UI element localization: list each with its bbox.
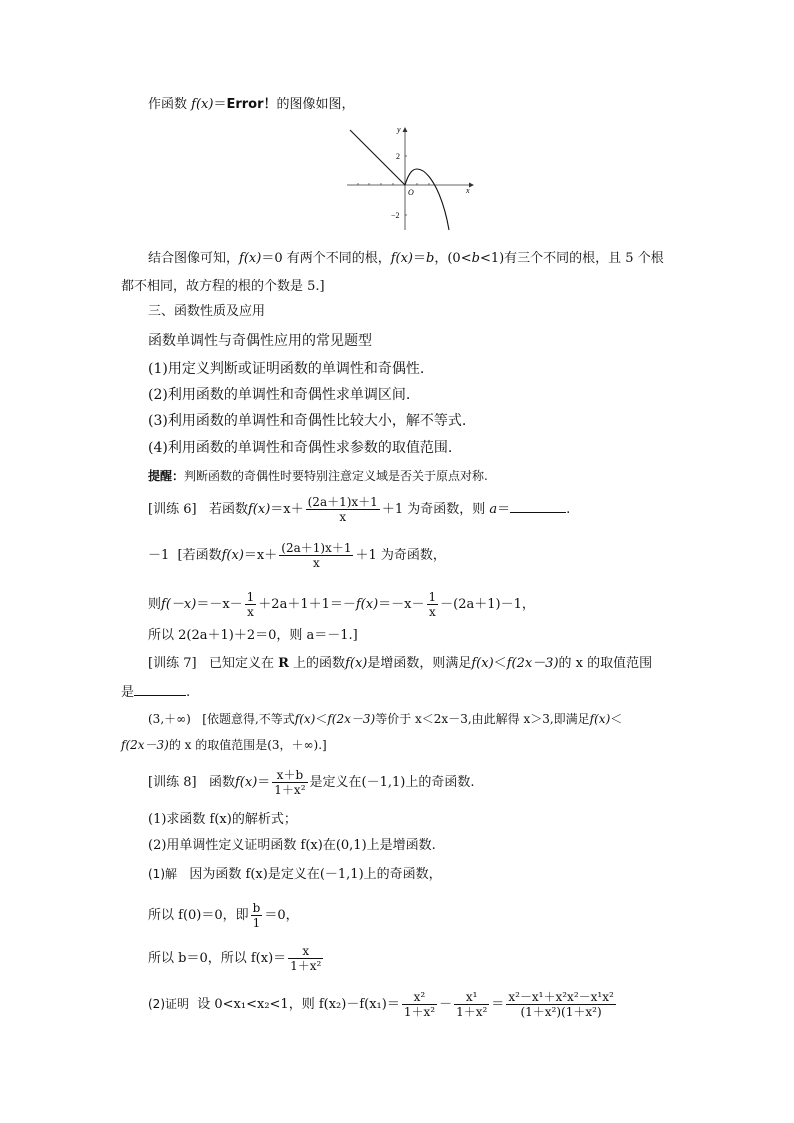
solution-tag: (2)证明: [148, 997, 189, 1011]
less-than: ＜: [610, 712, 623, 726]
fraction: [506, 990, 615, 1019]
equation-part: ＝x＋: [243, 548, 278, 563]
fraction-denominator: x: [312, 556, 320, 570]
fraction-denominator: x: [339, 510, 347, 524]
conclusion-text-d: ，(0<: [434, 251, 472, 266]
conclusion-text-e: <1)有三个不同的根，且 5 个根: [479, 251, 664, 266]
function-fx: f(x): [247, 502, 271, 517]
question-text: ＋1 为奇函数，则: [381, 502, 490, 517]
function-fx: f(x): [355, 597, 379, 612]
right-branch-curve: [405, 169, 449, 230]
fraction-denominator: 1＋x²: [290, 959, 322, 973]
fraction-denominator: x: [247, 605, 254, 619]
training-8-solution-1: [148, 866, 442, 883]
fraction-numerator: x²－x¹＋x²x²－x¹x²: [508, 990, 614, 1004]
fraction: [279, 541, 353, 570]
solution-tag: (1)解: [148, 867, 177, 881]
question-text: 函数: [208, 775, 235, 790]
function-fx: f(x): [191, 97, 214, 112]
training-8-solution-2: [148, 901, 299, 930]
training-6-solution-line-2: [148, 590, 535, 619]
conclusion-text-b: ＝0 有两个不同的根，: [261, 251, 391, 266]
solution-text: 的 x 的取值范围是(3，＋∞).]: [168, 738, 327, 752]
tip-line: [148, 468, 488, 484]
function-fx: f(x): [390, 251, 414, 266]
question-text: 若函数: [208, 502, 248, 517]
fraction: [427, 590, 439, 619]
function-f-2x-3: f(2x－3): [121, 738, 169, 752]
solution-text: 设 0<x₁<x₂<1，则 f(x₂)－f(x₁)＝: [197, 997, 400, 1012]
list-item: (2)利用函数的单调性和奇偶性求单调区间.: [148, 387, 411, 403]
fraction-numerator: x¹: [454, 990, 489, 1005]
solution-text: [依题意得,不等式: [202, 712, 295, 726]
origin-label: O: [408, 188, 414, 197]
question-text: 的 x 的取值范围: [558, 656, 653, 671]
question-text: 是定义在(－1,1)上的奇函数.: [309, 775, 475, 790]
variable-b: b: [471, 251, 480, 266]
training-8-question: [148, 768, 474, 797]
function-fx: f(x): [589, 712, 611, 726]
real-set-R: R: [278, 656, 289, 671]
error-text: Error！: [226, 97, 277, 112]
training-tag: [训练 6]: [148, 502, 197, 517]
solution-text: 所以 f(0)＝0，即: [148, 908, 249, 923]
less-than: ＜: [493, 656, 507, 671]
equals-sign: ＝: [491, 997, 505, 1012]
section-heading: 三、函数性质及应用: [148, 304, 266, 319]
conclusion-text-a: 结合图像可知，: [148, 251, 240, 266]
training-7-question-line-2: 是 .: [121, 685, 191, 700]
y-axis-arrow: [403, 127, 408, 132]
tick-label-neg2: −2: [391, 211, 400, 220]
conclusion-line-2: 都不相同，故方程的根的个数是 5.]: [121, 279, 325, 294]
solution-text: ＋1 为奇函数，: [355, 548, 446, 563]
fraction: [251, 901, 263, 930]
equation-part: －(2a＋1)－1，: [440, 597, 535, 612]
fraction-numerator: (2a＋1)x＋1: [307, 495, 378, 509]
function-f-2x-3: f(2x－3): [506, 656, 559, 671]
fraction-denominator: 1＋x²: [274, 783, 306, 797]
training-tag: [训练 7]: [148, 656, 197, 671]
fraction-denominator: 1: [252, 916, 261, 930]
fraction-denominator: x: [428, 605, 436, 619]
solution-text: 则: [148, 597, 162, 612]
fraction-numerator: x＋b: [272, 768, 307, 783]
list-item: (3)利用函数的单调性和奇偶性比较大小，解不等式.: [148, 413, 467, 429]
minus-sign: －: [439, 997, 453, 1012]
equation-part: ＝－x－: [196, 597, 243, 612]
answer-blank: [510, 500, 566, 513]
equals-sign: ＝: [213, 97, 227, 112]
training-7-solution-line-2: [121, 737, 327, 753]
intro-line: [148, 97, 355, 113]
training-6-solution: [148, 541, 446, 570]
question-text: 是: [121, 685, 135, 700]
fraction: [272, 768, 307, 797]
answer-value: －1: [148, 548, 170, 563]
conclusion-text-c: ＝: [413, 251, 427, 266]
y-label: y: [397, 125, 401, 134]
fraction-denominator: 1＋x²: [403, 1005, 436, 1019]
less-than: ＜: [315, 712, 328, 726]
equals-sign: ＝: [257, 775, 271, 790]
training-8-q1: (1)求函数 f(x)的解析式；: [148, 812, 297, 827]
solution-text: 所以 b＝0，所以 f(x)＝: [148, 951, 287, 966]
solution-text: ＝0，: [264, 908, 299, 923]
intro-text: 作函数: [148, 97, 192, 112]
function-graph: [345, 122, 475, 232]
period: .: [566, 502, 571, 517]
answer-value: (3,＋∞): [148, 712, 191, 726]
answer-blank: [134, 683, 186, 696]
solution-text: [若函数: [177, 548, 222, 563]
training-8-q2: (2)用单调性定义证明函数 f(x)在(0,1)上是增函数.: [148, 838, 436, 853]
function-fx: f(x): [239, 251, 262, 266]
fraction: [454, 990, 489, 1019]
training-8-solution-4: [148, 990, 618, 1019]
fraction-numerator: 1: [428, 590, 437, 604]
common-types-heading: 函数单调性与奇偶性应用的常见题型: [148, 333, 372, 349]
training-7-question: [148, 656, 652, 672]
conclusion-line-1: [148, 251, 664, 267]
question-text: 已知定义在: [208, 656, 279, 671]
variable-a: a: [489, 502, 498, 517]
function-f-2x-3: f(2x－3): [327, 712, 376, 726]
fraction: [288, 944, 323, 973]
function-fx: f(x): [471, 656, 494, 671]
function-fx: f(x): [345, 656, 368, 671]
equation-part: ＋2a＋1＋1＝－: [258, 597, 356, 612]
x-label: x: [466, 186, 470, 195]
variable-b: b: [426, 251, 435, 266]
fraction: [245, 590, 257, 619]
training-6-question: [148, 495, 570, 524]
fraction: [402, 990, 437, 1019]
fraction-denominator: (1＋x²)(1＋x²): [520, 1005, 602, 1019]
fraction: [306, 495, 380, 524]
equation-part: ＝－x－: [378, 597, 425, 612]
training-8-solution-3: [148, 944, 325, 973]
x-axis-arrow: [469, 183, 474, 188]
solution-text: 因为函数 f(x)是定义在(－1,1)上的奇函数，: [189, 867, 442, 882]
tick-label-2: 2: [396, 152, 400, 161]
equals-sign: ＝: [497, 502, 511, 517]
function-fx: f(x): [234, 775, 258, 790]
function-f-neg-x: f(－x): [161, 597, 197, 612]
fraction-numerator: 1: [246, 590, 255, 604]
fraction-numerator: x: [288, 944, 323, 959]
training-7-solution: [148, 711, 622, 727]
tip-label: 提醒：: [148, 469, 185, 483]
tip-text: 判断函数的奇偶性时要特别注意定义域是否关于原点对称.: [184, 469, 488, 483]
equation-part: ＝x＋: [270, 502, 304, 517]
function-fx: f(x): [294, 712, 316, 726]
fraction-numerator: (2a＋1)x＋1: [281, 541, 352, 555]
training-tag: [训练 8]: [148, 775, 197, 790]
intro-suffix: 的图像如图，: [276, 97, 355, 112]
fraction-numerator: x²: [402, 990, 437, 1005]
solution-text: 等价于 x＜2x－3,由此解得 x＞3,即满足: [375, 712, 590, 726]
list-item: (4)利用函数的单调性和奇偶性求参数的取值范围.: [148, 440, 453, 456]
question-text: 上的函数: [288, 656, 346, 671]
list-item: (1)用定义判断或证明函数的单调性和奇偶性.: [148, 361, 425, 377]
training-6-solution-line-3: 所以 2(2a＋1)＋2＝0，则 a＝－1.]: [148, 628, 358, 643]
question-text: 是增函数，则满足: [367, 656, 472, 671]
fraction-denominator: 1＋x²: [456, 1005, 488, 1019]
fraction-numerator: b: [252, 901, 261, 915]
function-fx: f(x): [221, 548, 244, 563]
